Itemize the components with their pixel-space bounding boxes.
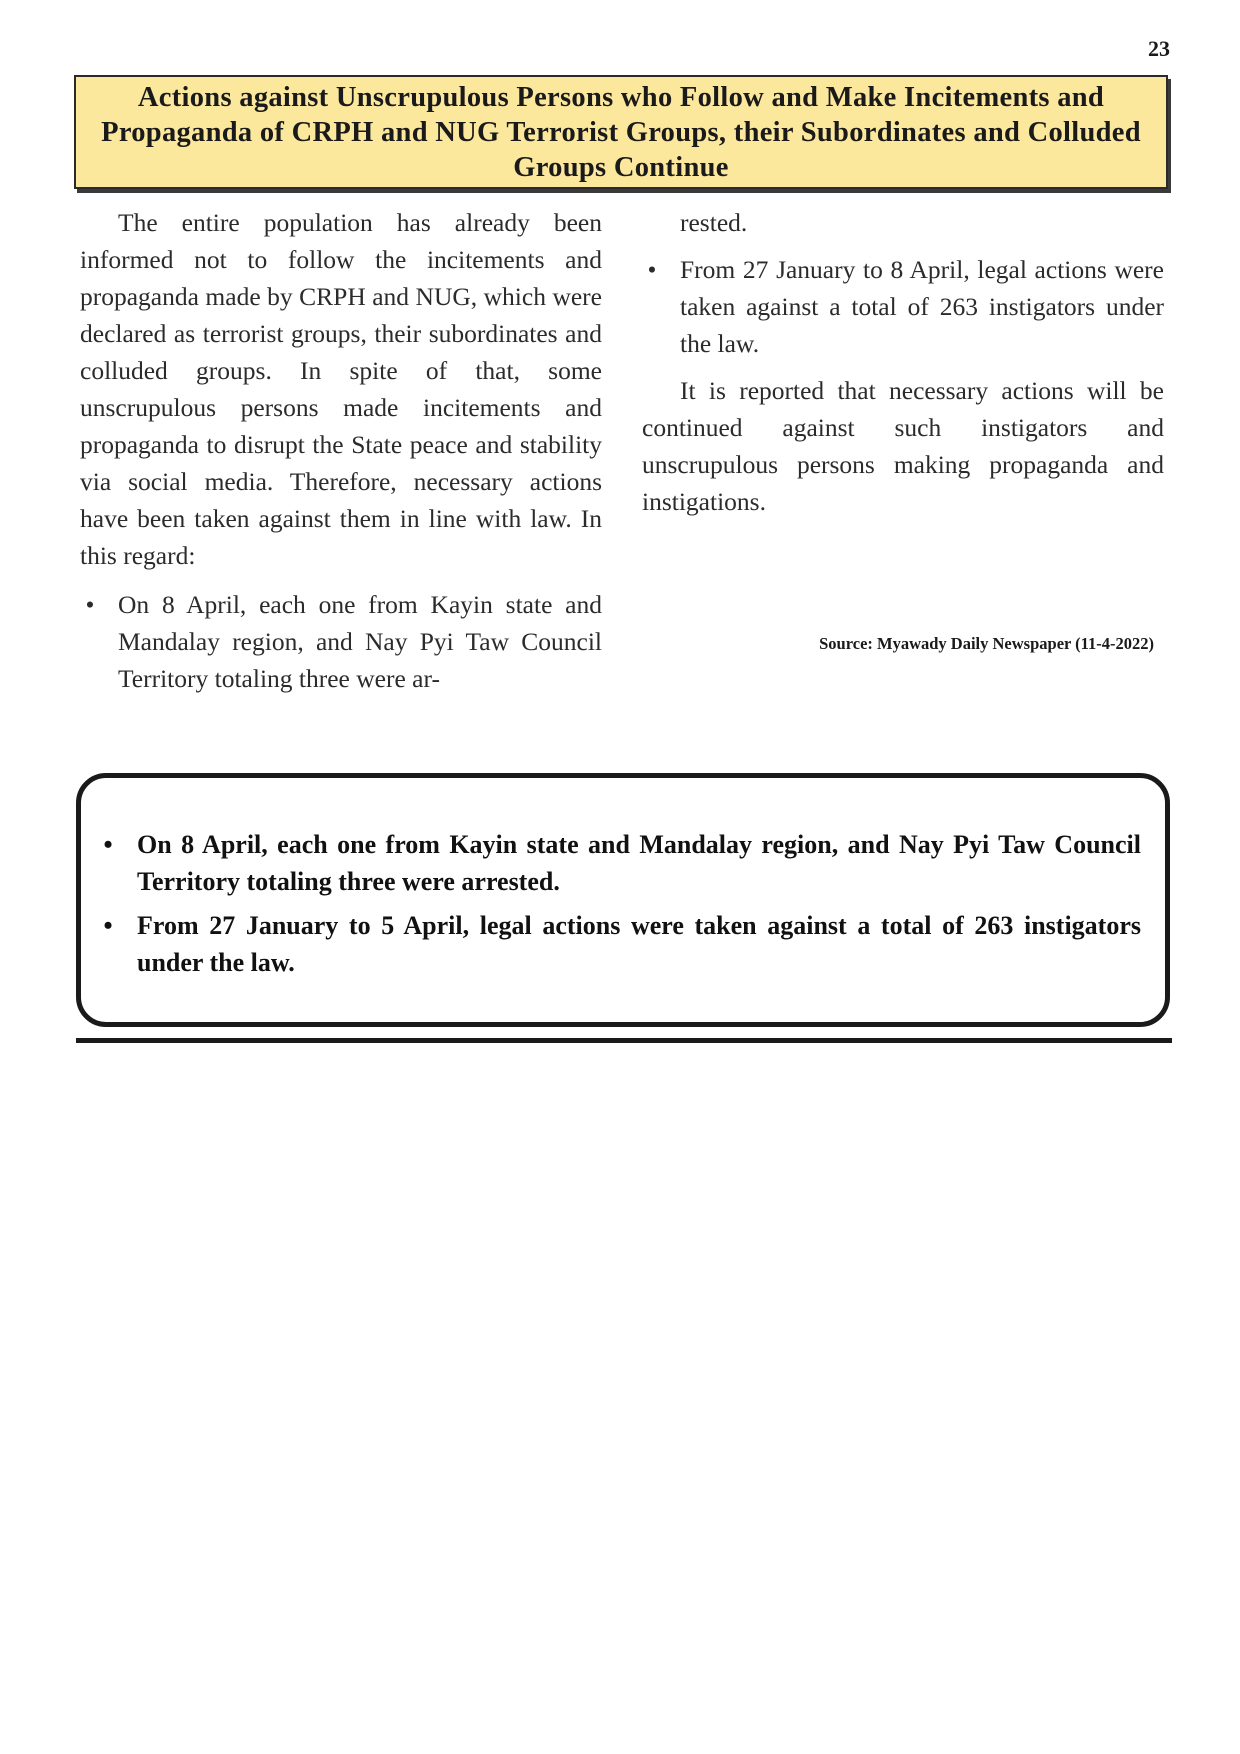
- title-banner: [74, 75, 1168, 189]
- bullet-icon: •: [103, 911, 113, 940]
- bullet-icon: •: [85, 590, 95, 619]
- bullet-text: From 27 January to 8 April, legal actions were taken against a total of 263 instigators under the law.: [680, 255, 1164, 358]
- horizontal-rule: [76, 1038, 1172, 1043]
- summary-text: From 27 January to 5 April, legal actions were taken against a total of 263 instigators under the law.: [137, 911, 1141, 977]
- list-item: [80, 586, 602, 697]
- summary-item: [97, 826, 1141, 900]
- source-citation: Source: Myawady Daily Newspaper (11-4-2022): [819, 634, 1154, 653]
- summary-box: [76, 773, 1170, 1027]
- bullet-icon: •: [647, 255, 657, 284]
- left-bullet-list: [80, 586, 602, 697]
- right-column: [642, 204, 1164, 520]
- summary-text: On 8 April, each one from Kayin state and Mandalay region, and Nay Pyi Taw Council Territory totaling three were arrested.: [137, 830, 1141, 896]
- bullet-text: On 8 April, each one from Kayin state and Mandalay region, and Nay Pyi Taw Council Territory totaling three were ar-: [118, 590, 602, 693]
- summary-list: [97, 826, 1141, 988]
- bullet-icon: •: [103, 830, 113, 859]
- summary-item: [97, 907, 1141, 981]
- right-bullet-list: [642, 251, 1164, 362]
- list-item: [642, 251, 1164, 362]
- bullet-continuation: rested.: [680, 208, 748, 237]
- page-number: 23: [1148, 36, 1170, 61]
- intro-paragraph: The entire population has already been informed not to follow the incitements and propaganda made by CRPH and NUG, which were declared as terrorist groups, their subordinates and colluded groups. In spite of that, some unscrupulous persons made incitements and propaganda to disrupt the State peace and stability via social media. Therefore, necessary actions have been taken against them in line with law. In this regard:: [80, 208, 602, 570]
- article-title: Actions against Unscrupulous Persons who Follow and Make Incitements and Propaganda of CRPH and NUG Terrorist Groups, their Subordinates and Colluded Groups Continue: [101, 81, 1141, 183]
- closing-paragraph: It is reported that necessary actions will be continued against such instigators and unscrupulous persons making propaganda and instigations.: [642, 376, 1164, 516]
- left-column: [80, 204, 602, 697]
